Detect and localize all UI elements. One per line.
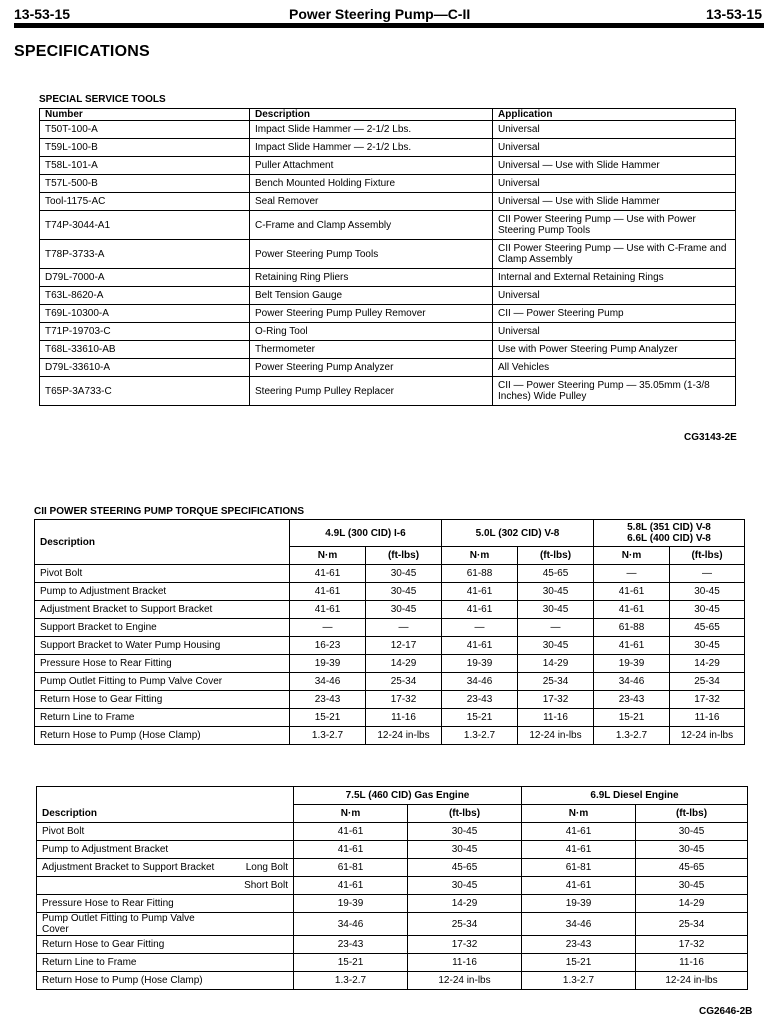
engine-header: 7.5L (460 CID) Gas Engine	[294, 787, 522, 805]
torque-value: 30-45	[518, 583, 594, 601]
torque-value: 14-29	[518, 655, 594, 673]
torque-value: 12-24 in-lbs	[408, 972, 522, 990]
tool-number: T58L-101-A	[40, 157, 250, 175]
row-sublabel	[227, 954, 294, 972]
torque-value: 41-61	[294, 841, 408, 859]
row-sublabel	[227, 936, 294, 954]
torque-value: 17-32	[670, 691, 745, 709]
torque-value: 11-16	[408, 954, 522, 972]
table-row	[37, 823, 748, 841]
torque-value: 25-34	[670, 673, 745, 691]
torque-value: 14-29	[670, 655, 745, 673]
torque-value: 1.3-2.7	[294, 972, 408, 990]
tool-number: T57L-500-B	[40, 175, 250, 193]
unit-header: N·m	[594, 547, 670, 565]
row-label: Pressure Hose to Rear Fitting	[37, 895, 227, 913]
torque-value: 41-61	[442, 583, 518, 601]
row-sublabel	[227, 895, 294, 913]
unit-header: (ft-lbs)	[408, 805, 522, 823]
table-row	[35, 601, 745, 619]
torque-value: —	[366, 619, 442, 637]
torque-caption: CII POWER STEERING PUMP TORQUE SPECIFICATIONS	[34, 506, 305, 517]
torque-value: 30-45	[670, 637, 745, 655]
torque-value: 45-65	[670, 619, 745, 637]
torque-value: 41-61	[442, 601, 518, 619]
unit-header: N·m	[290, 547, 366, 565]
unit-header: N·m	[442, 547, 518, 565]
row-sublabel	[227, 913, 294, 936]
torque-value: 1.3-2.7	[290, 727, 366, 745]
torque-value: 61-81	[294, 859, 408, 877]
row-label: Adjustment Bracket to Support Bracket	[35, 601, 290, 619]
table-row	[37, 895, 748, 913]
column-header: Number	[40, 109, 250, 121]
torque-value: 41-61	[594, 583, 670, 601]
tool-application: CII — Power Steering Pump	[493, 305, 736, 323]
special-service-tools-table	[39, 108, 736, 406]
tool-application: Universal	[493, 121, 736, 139]
tool-number: T59L-100-B	[40, 139, 250, 157]
table-row	[35, 655, 745, 673]
tool-application: Universal	[493, 287, 736, 305]
torque-value: 23-43	[594, 691, 670, 709]
tool-description: Steering Pump Pulley Replacer	[250, 377, 493, 406]
torque-value: 41-61	[522, 841, 636, 859]
row-label: Pump to Adjustment Bracket	[35, 583, 290, 601]
tool-description: Belt Tension Gauge	[250, 287, 493, 305]
column-header: Application	[493, 109, 736, 121]
torque-value: 61-88	[594, 619, 670, 637]
column-header: Description	[35, 520, 290, 565]
table-row	[40, 269, 736, 287]
tool-application: CII Power Steering Pump — Use with C-Frame and Clamp Assembly	[493, 240, 736, 269]
table-row	[40, 377, 736, 406]
table-row	[40, 139, 736, 157]
tool-application: Internal and External Retaining Rings	[493, 269, 736, 287]
torque-value: 30-45	[636, 823, 748, 841]
tool-application: All Vehicles	[493, 359, 736, 377]
torque-spec-table-2	[36, 786, 748, 990]
table-header-row	[37, 787, 748, 805]
torque-value: 41-61	[290, 565, 366, 583]
torque-value: 12-24 in-lbs	[636, 972, 748, 990]
table-row	[40, 240, 736, 269]
tools-caption: SPECIAL SERVICE TOOLS	[39, 94, 166, 105]
row-label: Return Hose to Gear Fitting	[35, 691, 290, 709]
torque-value: 30-45	[636, 841, 748, 859]
torque-value: 15-21	[442, 709, 518, 727]
row-label: Support Bracket to Water Pump Housing	[35, 637, 290, 655]
table-row	[37, 954, 748, 972]
row-label: Pump Outlet Fitting to Pump Valve Cover	[37, 913, 227, 936]
torque-value: 41-61	[594, 601, 670, 619]
tool-application: Universal — Use with Slide Hammer	[493, 157, 736, 175]
row-label: Return Line to Frame	[35, 709, 290, 727]
torque-value: 12-24 in-lbs	[518, 727, 594, 745]
table-header-row	[35, 520, 745, 547]
engine-header: 5.0L (302 CID) V-8	[442, 520, 594, 547]
torque-value: 15-21	[594, 709, 670, 727]
torque-value: 23-43	[290, 691, 366, 709]
row-sublabel	[227, 972, 294, 990]
tool-description: C-Frame and Clamp Assembly	[250, 211, 493, 240]
tool-description: Thermometer	[250, 341, 493, 359]
row-label: Return Hose to Pump (Hose Clamp)	[35, 727, 290, 745]
torque-value: 34-46	[290, 673, 366, 691]
table-row	[35, 637, 745, 655]
tool-description: Bench Mounted Holding Fixture	[250, 175, 493, 193]
tool-description: O-Ring Tool	[250, 323, 493, 341]
row-sublabel	[227, 841, 294, 859]
tool-number: T71P-19703-C	[40, 323, 250, 341]
torque-value: 34-46	[442, 673, 518, 691]
tool-number: D79L-7000-A	[40, 269, 250, 287]
torque-value: 17-32	[636, 936, 748, 954]
table-row	[37, 841, 748, 859]
tool-description: Puller Attachment	[250, 157, 493, 175]
tool-number: T74P-3044-A1	[40, 211, 250, 240]
torque-value: 41-61	[442, 637, 518, 655]
tool-number: Tool-1175-AC	[40, 193, 250, 211]
torque-value: 25-34	[366, 673, 442, 691]
table-row	[40, 305, 736, 323]
table-row	[37, 936, 748, 954]
tool-number: T50T-100-A	[40, 121, 250, 139]
torque-value: 41-61	[294, 877, 408, 895]
torque-value: —	[670, 565, 745, 583]
unit-header: N·m	[294, 805, 408, 823]
row-label: Pivot Bolt	[37, 823, 227, 841]
tool-description: Retaining Ring Pliers	[250, 269, 493, 287]
row-label: Adjustment Bracket to Support Bracket	[37, 859, 227, 877]
torque-value: 11-16	[636, 954, 748, 972]
table-row	[37, 972, 748, 990]
torque-value: 30-45	[670, 601, 745, 619]
torque-value: 17-32	[366, 691, 442, 709]
torque-value: 45-65	[636, 859, 748, 877]
tool-description: Impact Slide Hammer — 2-1/2 Lbs.	[250, 121, 493, 139]
torque-value: 25-34	[408, 913, 522, 936]
torque-value: 30-45	[518, 601, 594, 619]
torque-value: 45-65	[408, 859, 522, 877]
column-header: Description	[250, 109, 493, 121]
torque-value: 1.3-2.7	[594, 727, 670, 745]
torque-value: 34-46	[522, 913, 636, 936]
row-label: Pump Outlet Fitting to Pump Valve Cover	[35, 673, 290, 691]
unit-header: (ft-lbs)	[670, 547, 745, 565]
torque-value: 41-61	[290, 583, 366, 601]
tool-number: T68L-33610-AB	[40, 341, 250, 359]
torque-value: 23-43	[522, 936, 636, 954]
torque-value: 12-17	[366, 637, 442, 655]
table-row	[40, 323, 736, 341]
torque-value: 30-45	[636, 877, 748, 895]
tool-application: Universal — Use with Slide Hammer	[493, 193, 736, 211]
row-sublabel: Short Bolt	[227, 877, 294, 895]
row-label: Pump to Adjustment Bracket	[37, 841, 227, 859]
torque-value: 25-34	[636, 913, 748, 936]
unit-header: (ft-lbs)	[518, 547, 594, 565]
torque-value: 41-61	[294, 823, 408, 841]
torque-value: —	[594, 565, 670, 583]
table-row	[40, 193, 736, 211]
table-row	[35, 583, 745, 601]
unit-header: (ft-lbs)	[366, 547, 442, 565]
torque-value: —	[290, 619, 366, 637]
torque-value: 30-45	[366, 601, 442, 619]
torque-value: 30-45	[366, 583, 442, 601]
torque-value: 23-43	[294, 936, 408, 954]
table-row	[35, 727, 745, 745]
page-header	[14, 4, 762, 24]
torque-value: 11-16	[518, 709, 594, 727]
unit-header: (ft-lbs)	[636, 805, 748, 823]
engine-header: 4.9L (300 CID) I-6	[290, 520, 442, 547]
row-label: Pressure Hose to Rear Fitting	[35, 655, 290, 673]
torque-value: 11-16	[670, 709, 745, 727]
torque-value: 25-34	[518, 673, 594, 691]
row-sublabel: Long Bolt	[227, 859, 294, 877]
torque-value: 34-46	[594, 673, 670, 691]
tool-application: Universal	[493, 323, 736, 341]
table-row	[40, 359, 736, 377]
tool-number: T63L-8620-A	[40, 287, 250, 305]
torque-value: 34-46	[294, 913, 408, 936]
page-number-right: 13-53-15	[705, 6, 762, 22]
torque-value: 1.3-2.7	[522, 972, 636, 990]
torque-value: 41-61	[594, 637, 670, 655]
torque-value: 41-61	[290, 601, 366, 619]
torque-value: 16-23	[290, 637, 366, 655]
torque-value: 11-16	[366, 709, 442, 727]
torque-value: 1.3-2.7	[442, 727, 518, 745]
torque-value: 30-45	[518, 637, 594, 655]
header-rule	[14, 23, 764, 28]
torque-value: 30-45	[408, 841, 522, 859]
tool-number: T78P-3733-A	[40, 240, 250, 269]
row-label	[37, 877, 227, 895]
tool-description: Power Steering Pump Tools	[250, 240, 493, 269]
table-header-row	[40, 109, 736, 121]
torque-value: 23-43	[442, 691, 518, 709]
engine-header: 6.9L Diesel Engine	[522, 787, 748, 805]
torque-value: 61-81	[522, 859, 636, 877]
table-row	[40, 211, 736, 240]
page-title: Power Steering Pump—C-II	[289, 6, 471, 22]
tool-number: T65P-3A733-C	[40, 377, 250, 406]
table-row	[35, 619, 745, 637]
engine-header: 5.8L (351 CID) V-8 6.6L (400 CID) V-8	[594, 520, 745, 547]
row-label: Return Hose to Gear Fitting	[37, 936, 227, 954]
torque-value: 15-21	[522, 954, 636, 972]
tool-description: Power Steering Pump Analyzer	[250, 359, 493, 377]
torque-value: —	[518, 619, 594, 637]
torque-value: 45-65	[518, 565, 594, 583]
torque-value: 17-32	[408, 936, 522, 954]
torque-value: —	[442, 619, 518, 637]
row-label: Support Bracket to Engine	[35, 619, 290, 637]
tool-application: CII Power Steering Pump — Use with Power Steering Pump Tools	[493, 211, 736, 240]
table-row	[37, 913, 748, 936]
tool-description: Seal Remover	[250, 193, 493, 211]
torque-value: 17-32	[518, 691, 594, 709]
torque-value: 15-21	[294, 954, 408, 972]
table-row	[35, 673, 745, 691]
figure-ref: CG3143-2E	[684, 432, 737, 443]
torque-value: 12-24 in-lbs	[670, 727, 745, 745]
torque-value: 19-39	[594, 655, 670, 673]
torque-value: 30-45	[670, 583, 745, 601]
row-sublabel	[227, 823, 294, 841]
table-row	[40, 287, 736, 305]
column-header: Description	[37, 787, 294, 823]
tool-application: Universal	[493, 139, 736, 157]
torque-value: 14-29	[408, 895, 522, 913]
table-row	[35, 691, 745, 709]
torque-value: 61-88	[442, 565, 518, 583]
tool-application: Use with Power Steering Pump Analyzer	[493, 341, 736, 359]
torque-spec-table-1	[34, 519, 745, 745]
table-row	[40, 157, 736, 175]
section-title: SPECIFICATIONS	[14, 43, 150, 60]
tool-application: Universal	[493, 175, 736, 193]
row-label: Return Hose to Pump (Hose Clamp)	[37, 972, 227, 990]
figure-ref: CG2646-2B	[699, 1006, 753, 1017]
torque-value: 14-29	[366, 655, 442, 673]
tool-application: CII — Power Steering Pump — 35.05mm (1-3/8 Inches) Wide Pulley	[493, 377, 736, 406]
table-row	[35, 709, 745, 727]
tool-description: Power Steering Pump Pulley Remover	[250, 305, 493, 323]
torque-value: 19-39	[522, 895, 636, 913]
table-row	[35, 565, 745, 583]
row-label: Return Line to Frame	[37, 954, 227, 972]
torque-value: 14-29	[636, 895, 748, 913]
torque-value: 19-39	[442, 655, 518, 673]
tool-number: T69L-10300-A	[40, 305, 250, 323]
torque-value: 30-45	[408, 823, 522, 841]
torque-value: 41-61	[522, 877, 636, 895]
row-label: Pivot Bolt	[35, 565, 290, 583]
tool-description: Impact Slide Hammer — 2-1/2 Lbs.	[250, 139, 493, 157]
table-row	[37, 859, 748, 877]
torque-value: 19-39	[294, 895, 408, 913]
torque-value: 19-39	[290, 655, 366, 673]
torque-value: 15-21	[290, 709, 366, 727]
torque-value: 30-45	[366, 565, 442, 583]
torque-value: 30-45	[408, 877, 522, 895]
table-row	[40, 175, 736, 193]
tool-number: D79L-33610-A	[40, 359, 250, 377]
torque-value: 41-61	[522, 823, 636, 841]
table-row	[40, 121, 736, 139]
torque-value: 12-24 in-lbs	[366, 727, 442, 745]
page-number-left: 13-53-15	[14, 6, 71, 22]
unit-header: N·m	[522, 805, 636, 823]
table-row	[40, 341, 736, 359]
table-row	[37, 877, 748, 895]
